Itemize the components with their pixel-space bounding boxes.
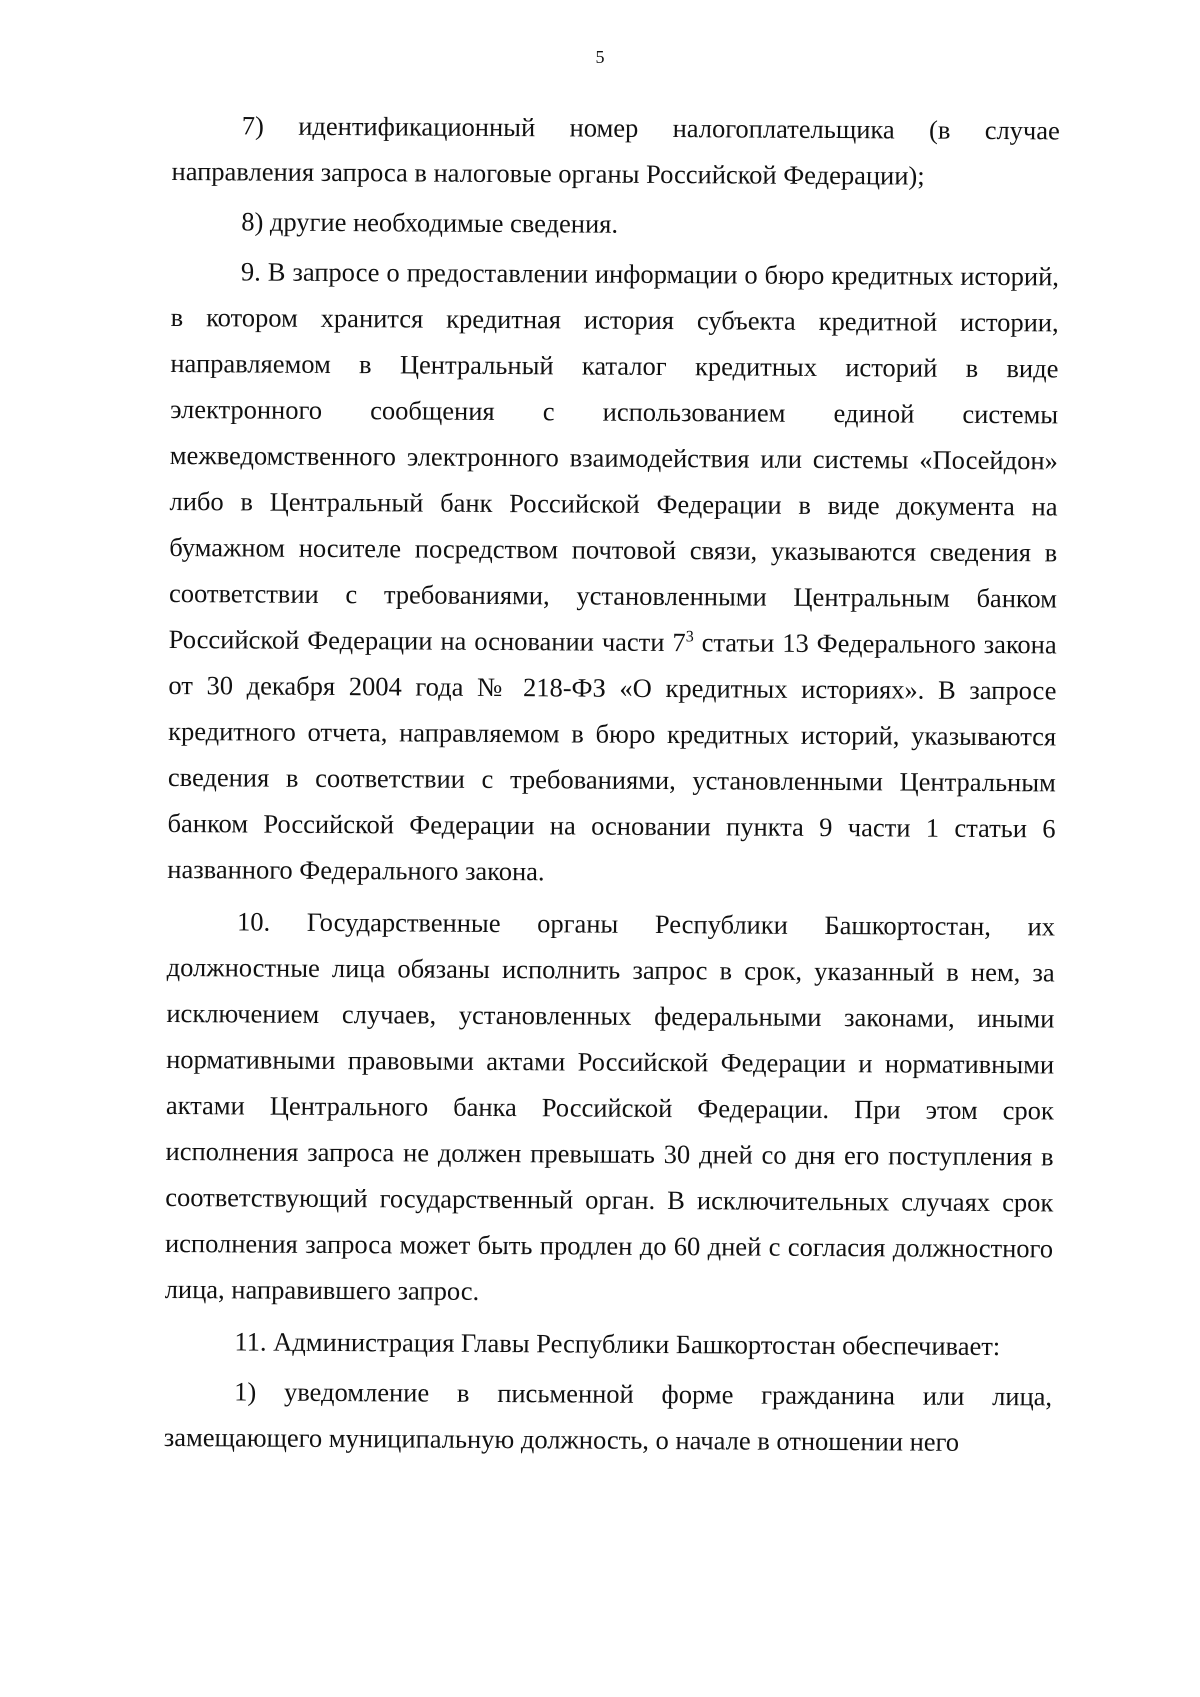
- paragraph-section-11-item-1: 1) уведомление в письменной форме гражданина или лица, замещающего муниципальную должность, о начале в отношении него: [163, 1376, 1053, 1457]
- page-number: 5: [595, 47, 605, 67]
- paragraph-section-10: 10. Государственные органы Республики Башкортостан, их должностные лица обязаны исполнить запрос в срок, указанный в нем, за исключением случаев, установленных федеральными законами, иными нормативными правовыми актами Российской Федерации и нормативными актами Центрального банка Российской Федерации. При этом срок исполнения запроса не должен превышать 30 дней со дня его поступления в соответствующий государственный орган. В исключительных случаях срок исполнения запроса может быть продлен до 60 дней с согласия должностного лица, направившего запрос.: [164, 906, 1056, 1306]
- paragraph-item-7: 7) идентификационный номер налогоплательщика (в случае направления запроса в налоговые органы Российской Федерации);: [171, 110, 1060, 191]
- paragraph-section-9-text-end: статьи 13 Федерального закона от 30 декабря 2004 года № 218-ФЗ «О кредитных историях». В запросе кредитного отчета, направляемом в бюро кредитных историй, указываются сведения в соответствии с требованиями, установленными Центральным банком Российской Федерации на основании пункта 9 части 1 статьи 6 названного Федерального закона.: [167, 627, 1057, 887]
- document-body: [164, 102, 1060, 1469]
- paragraph-section-9-text-start: 9. В запросе о предоставлении информации о бюро кредитных историй, в котором хранится кредитная история субъекта кредитной истории, направляемом в Центральный каталог кредитных историй в виде электронного сообщения с использованием единой системы межведомственного электронного взаимодействия или системы «Посейдон» либо в Центральный банк Российской Федерации в виде документа на бумажном носителе посредством почтовой связи, указываются сведения в соответствии с требованиями, установленными Центральным банком Российской Федерации на основании части 7: [168, 256, 1060, 658]
- paragraph-section-11: 11. Администрация Главы Республики Башкортостан обеспечивает:: [234, 1326, 1001, 1362]
- superscript-3: 3: [685, 628, 694, 646]
- paragraph-section-9: [167, 248, 1059, 897]
- paragraph-item-8: 8) другие необходимые сведения.: [241, 206, 619, 239]
